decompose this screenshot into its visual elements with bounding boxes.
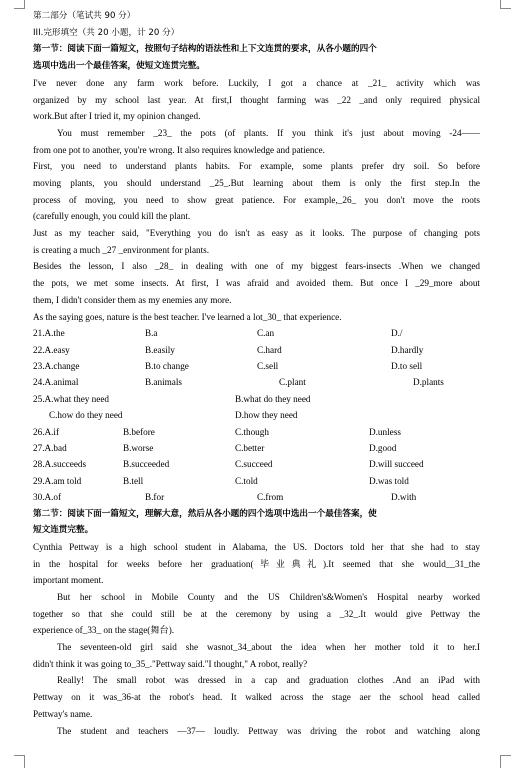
passage-line: together so that she could still be at the ceremony by using a _32_.It would give Pettway the	[33, 608, 480, 619]
passage-line: Besides the lesson, I also _28_ in dealing with one of my biggest fears-insects .When we changed	[33, 261, 480, 272]
option-choice: 27.A.bad	[33, 442, 67, 453]
option-choice: D.plants	[413, 377, 444, 388]
option-choice: B.animals	[145, 377, 183, 388]
option-choice: C.better	[235, 442, 265, 453]
option-choice: C.hard	[257, 344, 282, 355]
passage-line: (carefully enough, you could kill the plant.	[33, 211, 191, 222]
option-choice: B.a	[145, 328, 158, 339]
section-title: III.完形填空（共 20 小题，计 20 分）	[33, 27, 180, 38]
option-choice: B.before	[123, 426, 155, 437]
option-choice: 26.A.if	[33, 426, 60, 437]
option-choice: D.unless	[369, 426, 401, 437]
option-choice: D.hardly	[391, 344, 424, 355]
option-choice: C.from	[257, 492, 284, 503]
passage-line: Really! The small robot was dressed in a cap and graduation clothes .And an iPad with	[57, 675, 480, 686]
crop-mark-bottom-left	[14, 755, 25, 768]
option-row	[33, 440, 480, 456]
option-choice: 30.A.of	[33, 492, 62, 503]
option-choice: D.will succeed	[369, 459, 424, 470]
option-choice: D./	[391, 328, 403, 339]
section2-instruction-line: 短文连贯完整。	[33, 525, 94, 536]
document-page	[33, 8, 480, 739]
answer-options	[33, 325, 480, 505]
option-choice: B.easily	[145, 344, 175, 355]
section1-instruction-line: 选项中选出一个最佳答案，使短文连贯完整。	[33, 61, 205, 72]
passage-two	[33, 539, 480, 739]
section1-instruction-line: 第一节：阅读下面一篇短文，按照句子结构的语法性和上下文连贯的要求，从各小题的四个	[33, 44, 377, 55]
option-choice: C.succeed	[235, 459, 273, 470]
passage-line: organized by my school last year. At first,I thought farming was _22 _and only required physical	[33, 94, 480, 105]
option-choice: C.though	[235, 426, 269, 437]
passage-line: work.But after I tried it, my opinion changed.	[33, 111, 201, 122]
passage-line: The student and teachers —37— loudly. Pettway was driving the robot and watching along	[57, 725, 480, 736]
passage-line: I've never done any farm work before. Luckily, I got a chance at _21_ activity which was	[33, 77, 480, 88]
option-choice: 29.A.am told	[33, 475, 82, 486]
passage-line: experience of_33_ on the stage(舞台).	[33, 625, 175, 636]
passage-line: from one pot to another, you're wrong. It also requires knowledge and patience.	[33, 144, 325, 155]
option-choice: C.sell	[257, 361, 279, 371]
option-row	[33, 358, 480, 374]
option-choice: B.worse	[123, 442, 154, 453]
option-choice: B.for	[145, 492, 165, 503]
option-choice: B.tell	[123, 475, 144, 486]
option-choice: 22.A.easy	[33, 344, 70, 355]
option-choice: 25.A.what they need	[33, 393, 110, 404]
passage-line: in the hospital for weeks before her graduation(毕业典礼).It seemed that she would__31_the	[33, 558, 480, 569]
option-choice: B.what do they need	[235, 393, 311, 404]
passage-one	[33, 75, 480, 325]
option-choice: C.told	[235, 475, 258, 486]
passage-line: the pots, we met some insects. At first, I was afraid and avoided them. But once I _29_more about	[33, 278, 480, 289]
passage-line: Pettway's name.	[33, 708, 93, 719]
option-row	[33, 424, 480, 440]
option-row	[33, 489, 480, 505]
passage-line: The seventeen-old girl said she wasnot_34_about the idea when her mother told it to her.I	[57, 642, 480, 653]
option-choice: C.how do they need	[49, 410, 123, 421]
passage-line: them, I didn't consider them as my enemies any more.	[33, 294, 232, 305]
option-choice: D.was told	[369, 475, 409, 486]
option-row	[33, 342, 480, 358]
option-choice: 23.A.change	[33, 361, 80, 371]
option-row	[33, 407, 480, 423]
passage-line: process of moving, you need to show great patience. For example,_26_ you don't move the roots	[33, 194, 480, 205]
option-choice: C.an	[257, 328, 275, 339]
passage-line: But her school in Mobile County and the US Children's&Women's Hospital nearby worked	[57, 592, 480, 602]
option-choice: D.how they need	[235, 410, 298, 421]
passage-line: is creating a much _27 _environment for plants.	[33, 244, 210, 255]
passage-line: important moment.	[33, 575, 104, 586]
option-row	[33, 325, 480, 341]
option-choice: 24.A.animal	[33, 377, 79, 388]
section2-instruction-line: 第二节：阅读下面一篇短文，理解大意，然后从各小题的四个选项中选出一个最佳答案，使	[33, 508, 377, 519]
passage-line: Cynthia Pettway is a high school student in Alabama, the US. Doctors told her that she had to stay	[33, 541, 480, 552]
passage-line: You must remember _23_ the pots (of plants. If you think it's just about moving -24——	[57, 127, 480, 138]
passage-line: didn't think it was going to_35_."Pettway said."I thought," A robot, really?	[33, 658, 308, 669]
option-choice: D.good	[369, 442, 397, 453]
option-choice: C.plant	[279, 377, 306, 388]
option-choice: 21.A.the	[33, 328, 65, 339]
option-row	[33, 391, 480, 407]
option-row	[33, 374, 480, 390]
option-choice: D.to sell	[391, 361, 423, 371]
option-choice: D.with	[391, 492, 417, 503]
passage-line: moving plants, you should understand _25_.But learning about them is only the first step.In the	[33, 177, 480, 188]
option-choice: B.succeeded	[123, 459, 170, 470]
passage-line: As the saying goes, nature is the best teacher. I've learned a lot_30_ that experience.	[33, 311, 342, 322]
passage-line: First, you need to understand plants habits. For example, some plants prefer dry soil. So before	[33, 161, 480, 172]
passage-line: Just as my teacher said, "Everything you do isn't as easy as it looks. The purpose of changing pots	[33, 228, 480, 239]
crop-mark-top-left	[14, 0, 25, 9]
option-choice: B.to change	[145, 361, 189, 371]
part-title: 第二部分（笔试共 90 分）	[33, 11, 136, 21]
passage-line: Pettway on it was_36-at the robot's head. It walked across the stage aer the school head called	[33, 692, 480, 703]
crop-mark-top-right	[500, 0, 511, 9]
option-row	[33, 456, 480, 472]
crop-mark-bottom-right	[500, 755, 511, 768]
option-choice: 28.A.succeeds	[33, 459, 87, 470]
option-row	[33, 473, 480, 489]
